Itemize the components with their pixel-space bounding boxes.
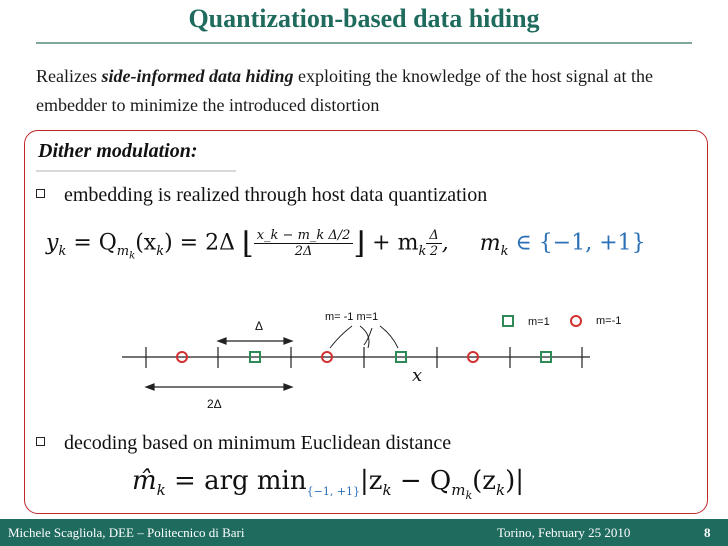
f1-frac2-num: Δ — [426, 228, 441, 244]
f1-comma: , — [441, 230, 449, 256]
f1-arg-close: ) — [164, 230, 173, 256]
f2-arg-close: )| — [505, 466, 524, 496]
f2-lhs-sub: k — [156, 481, 166, 500]
f2-q-subsub: k — [465, 489, 473, 503]
f1-eq2: = 2Δ — [179, 230, 235, 256]
bullet-decoding-text: decoding based on minimum Euclidean distance — [64, 432, 452, 454]
f2-minus: − Q — [391, 466, 452, 496]
f1-domain-set: ∈ {−1, +1} — [515, 230, 646, 256]
legend-circle-icon — [571, 316, 581, 326]
f2-arg-sub: k — [496, 481, 506, 500]
m-value-labels: m= -1 m=1 — [325, 311, 379, 323]
footer-page-number: 8 — [704, 525, 711, 540]
bullet-square-icon — [36, 437, 45, 446]
box-heading: Dither modulation: — [38, 140, 198, 162]
floor-left-bracket: ⌊ — [241, 226, 254, 261]
intro-post: exploiting the knowledge of the host signal at the embedder to minimize the introduced distortion — [36, 66, 653, 115]
bullet-decoding — [64, 432, 451, 455]
f1-arg-sub: k — [156, 243, 165, 259]
f1-lhs: y — [46, 230, 59, 256]
f2-min-sub: {−1, +1} — [306, 485, 361, 499]
f2-eq: = arg min — [174, 466, 307, 496]
slide-title: Quantization-based data hiding — [188, 4, 540, 33]
legend-circle-label: m=-1 — [596, 315, 622, 327]
f1-q-sub: m — [116, 243, 130, 259]
intro-emphasis: side-informed data hiding — [101, 66, 294, 86]
f1-arg: (x — [135, 230, 157, 256]
two-delta-label: 2Δ — [207, 397, 222, 411]
f1-plus: + m — [372, 230, 419, 256]
f1-lhs-sub: k — [58, 243, 67, 259]
decoding-formula — [132, 466, 524, 502]
f1-q-subsub: k — [129, 250, 136, 262]
footer-author: Michele Scagliola, DEE – Politecnico di Bari — [8, 525, 245, 540]
f2-q-sub: m — [451, 481, 466, 500]
f1-domain-sub: k — [500, 243, 509, 259]
f2-body-sub: k — [382, 481, 392, 500]
quantization-arcs — [330, 326, 398, 348]
f1-eq1: = Q — [73, 230, 117, 256]
legend-square-label: m=1 — [528, 316, 550, 328]
f1-frac-num: x_k − m_k Δ/2 — [254, 228, 354, 244]
footer-date: Torino, February 25 2010 — [497, 525, 631, 540]
f2-lhs: m̂ — [132, 466, 157, 496]
intro-pre: Realizes — [36, 66, 102, 86]
f1-frac-den: 2Δ — [294, 244, 313, 259]
x-label: x — [412, 365, 423, 386]
floor-right-bracket: ⌋ — [353, 226, 366, 261]
f2-arg: (z — [472, 466, 496, 496]
delta-label: Δ — [255, 319, 264, 333]
footer-bar — [0, 519, 728, 546]
legend-square-icon — [503, 316, 513, 326]
f2-body: |z — [360, 466, 383, 496]
f1-plus-sub: k — [418, 243, 427, 259]
f1-frac2-den: 2 — [429, 244, 439, 259]
f1-domain-m: m — [479, 230, 501, 256]
bullet-embedding-text: embedding is realized through host data quantization — [64, 184, 488, 206]
